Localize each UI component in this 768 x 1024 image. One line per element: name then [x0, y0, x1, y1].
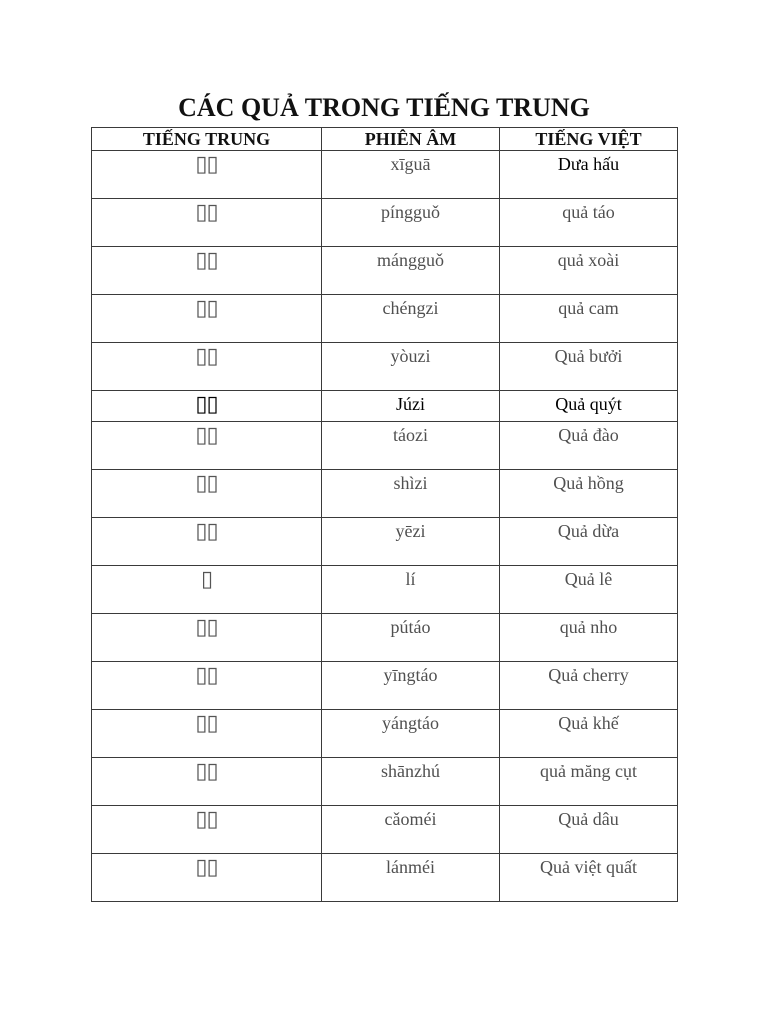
chinese-cell: ▯▯: [92, 662, 322, 710]
vietnamese-cell: Quả quýt: [500, 391, 678, 422]
chinese-cell: ▯▯: [92, 710, 322, 758]
table-row: [92, 470, 678, 518]
table-row: [92, 151, 678, 199]
pinyin-cell: chéngzi: [322, 295, 500, 343]
header-pinyin: PHIÊN ÂM: [322, 128, 500, 151]
chinese-cell: ▯▯: [92, 806, 322, 854]
pinyin-cell: pútáo: [322, 614, 500, 662]
pinyin-cell: yēzi: [322, 518, 500, 566]
chinese-cell: ▯▯: [92, 295, 322, 343]
fruit-vocabulary-table: [91, 127, 678, 902]
pinyin-cell: cǎoméi: [322, 806, 500, 854]
table-row: [92, 566, 678, 614]
pinyin-cell: mángguǒ: [322, 247, 500, 295]
table-row: [92, 758, 678, 806]
pinyin-cell: Júzi: [322, 391, 500, 422]
table-header-row: [92, 128, 678, 151]
pinyin-cell: lí: [322, 566, 500, 614]
pinyin-cell: shānzhú: [322, 758, 500, 806]
pinyin-cell: yángtáo: [322, 710, 500, 758]
pinyin-cell: yòuzi: [322, 343, 500, 391]
chinese-cell: ▯▯: [92, 151, 322, 199]
table-body: [92, 151, 678, 902]
chinese-cell: ▯▯: [92, 247, 322, 295]
pinyin-cell: shìzi: [322, 470, 500, 518]
chinese-cell: ▯: [92, 566, 322, 614]
chinese-cell: ▯▯: [92, 470, 322, 518]
table-row: [92, 614, 678, 662]
vietnamese-cell: quả táo: [500, 199, 678, 247]
vietnamese-cell: Quả đào: [500, 422, 678, 470]
vietnamese-cell: Quả lê: [500, 566, 678, 614]
table-row: [92, 662, 678, 710]
chinese-cell: ▯▯: [92, 343, 322, 391]
table-row: [92, 247, 678, 295]
vietnamese-cell: Quả việt quất: [500, 854, 678, 902]
table-row: [92, 806, 678, 854]
vietnamese-cell: quả xoài: [500, 247, 678, 295]
chinese-cell: ▯▯: [92, 518, 322, 566]
vietnamese-cell: quả cam: [500, 295, 678, 343]
table-row: [92, 854, 678, 902]
chinese-cell: ▯▯: [92, 422, 322, 470]
vietnamese-cell: Quả dâu: [500, 806, 678, 854]
table-row: [92, 422, 678, 470]
header-chinese: TIẾNG TRUNG: [92, 128, 322, 151]
vietnamese-cell: Quả dừa: [500, 518, 678, 566]
pinyin-cell: lánméi: [322, 854, 500, 902]
table-row: [92, 391, 678, 422]
vietnamese-cell: quả măng cụt: [500, 758, 678, 806]
table-row: [92, 295, 678, 343]
vietnamese-cell: Quả bưởi: [500, 343, 678, 391]
vietnamese-cell: Quả cherry: [500, 662, 678, 710]
chinese-cell: ▯▯: [92, 614, 322, 662]
page-title: CÁC QUẢ TRONG TIẾNG TRUNG: [178, 93, 590, 122]
table-row: [92, 199, 678, 247]
pinyin-cell: xīguā: [322, 151, 500, 199]
vietnamese-cell: Quả khế: [500, 710, 678, 758]
pinyin-cell: yīngtáo: [322, 662, 500, 710]
pinyin-cell: táozi: [322, 422, 500, 470]
table-row: [92, 710, 678, 758]
vietnamese-cell: Quả hồng: [500, 470, 678, 518]
chinese-cell: ▯▯: [92, 391, 322, 422]
chinese-cell: ▯▯: [92, 854, 322, 902]
table-row: [92, 518, 678, 566]
vietnamese-cell: quả nho: [500, 614, 678, 662]
table-row: [92, 343, 678, 391]
header-vietnamese: TIẾNG VIỆT: [500, 128, 678, 151]
chinese-cell: ▯▯: [92, 199, 322, 247]
pinyin-cell: píngguǒ: [322, 199, 500, 247]
vietnamese-cell: Dưa hấu: [500, 151, 678, 199]
chinese-cell: ▯▯: [92, 758, 322, 806]
